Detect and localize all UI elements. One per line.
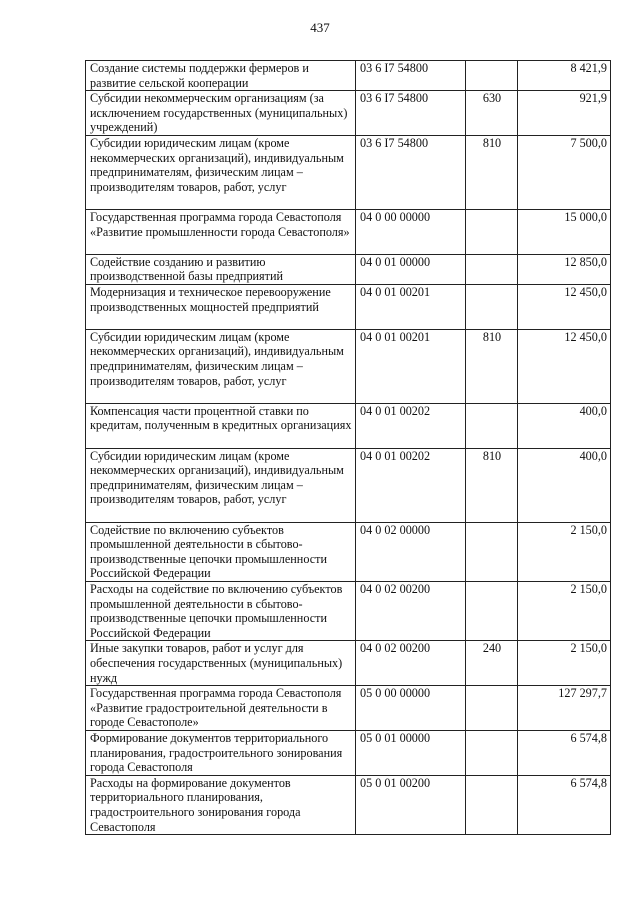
row-code-cell: 03 6 I7 54800 (356, 135, 466, 209)
row-code-cell: 05 0 01 00200 (356, 775, 466, 834)
row-sum-cell: 6 574,8 (518, 775, 611, 834)
row-code-cell: 05 0 01 00000 (356, 730, 466, 775)
row-kvr-cell (466, 209, 518, 254)
row-code-cell: 04 0 01 00000 (356, 254, 466, 284)
table-row (86, 448, 611, 522)
row-sum-cell: 921,9 (518, 91, 611, 136)
row-kvr-cell: 240 (466, 641, 518, 686)
row-sum-cell: 6 574,8 (518, 730, 611, 775)
table-row (86, 522, 611, 581)
row-name-cell: Субсидии некоммерческим организациям (за исключением государственных (муниципальных) учреждений) (86, 91, 356, 136)
row-kvr-cell (466, 61, 518, 91)
row-sum-cell: 15 000,0 (518, 209, 611, 254)
row-code-cell: 04 0 01 00201 (356, 284, 466, 329)
row-sum-cell: 400,0 (518, 403, 611, 448)
row-code-cell: 04 0 02 00200 (356, 581, 466, 640)
row-kvr-cell (466, 581, 518, 640)
row-sum-cell: 8 421,9 (518, 61, 611, 91)
table-row (86, 730, 611, 775)
row-sum-cell: 2 150,0 (518, 641, 611, 686)
row-code-cell: 04 0 01 00201 (356, 329, 466, 403)
table-row (86, 686, 611, 731)
row-sum-cell: 400,0 (518, 448, 611, 522)
row-name-cell: Субсидии юридическим лицам (кроме некоммерческих организаций), индивидуальным предпринимателям, физическим лицам – производителям товаров, работ, услуг (86, 329, 356, 403)
row-kvr-cell (466, 254, 518, 284)
row-kvr-cell (466, 284, 518, 329)
row-kvr-cell (466, 730, 518, 775)
row-name-cell: Государственная программа города Севастополя «Развитие градостроительной деятельности в городе Севастополе» (86, 686, 356, 731)
row-name-cell: Содействие созданию и развитию производственной базы предприятий (86, 254, 356, 284)
row-name-cell: Иные закупки товаров, работ и услуг для обеспечения государственных (муниципальных) нужд (86, 641, 356, 686)
row-sum-cell: 127 297,7 (518, 686, 611, 731)
row-name-cell: Расходы на содействие по включению субъектов промышленной деятельности в сбытово-производственные цепочки промышленности Российской Федерации (86, 581, 356, 640)
row-name-cell: Субсидии юридическим лицам (кроме некоммерческих организаций), индивидуальным предпринимателям, физическим лицам – производителям товаров, работ, услуг (86, 135, 356, 209)
row-kvr-cell: 810 (466, 135, 518, 209)
row-name-cell: Расходы на формирование документов территориального планирования, градостроительного зонирования города Севастополя (86, 775, 356, 834)
row-sum-cell: 7 500,0 (518, 135, 611, 209)
row-code-cell: 03 6 I7 54800 (356, 91, 466, 136)
budget-table-body (86, 61, 611, 835)
table-row (86, 641, 611, 686)
row-kvr-cell (466, 522, 518, 581)
row-kvr-cell: 630 (466, 91, 518, 136)
table-row (86, 209, 611, 254)
table-row (86, 254, 611, 284)
row-kvr-cell (466, 686, 518, 731)
table-row (86, 91, 611, 136)
row-code-cell: 04 0 00 00000 (356, 209, 466, 254)
row-sum-cell: 12 450,0 (518, 284, 611, 329)
row-name-cell: Создание системы поддержки фермеров и развитие сельской кооперации (86, 61, 356, 91)
row-sum-cell: 2 150,0 (518, 522, 611, 581)
row-code-cell: 04 0 02 00000 (356, 522, 466, 581)
row-name-cell: Содействие по включению субъектов промышленной деятельности в сбытово-производственные цепочки промышленности Российской Федерации (86, 522, 356, 581)
row-sum-cell: 12 450,0 (518, 329, 611, 403)
table-row (86, 135, 611, 209)
table-row (86, 284, 611, 329)
row-code-cell: 04 0 01 00202 (356, 403, 466, 448)
table-row (86, 61, 611, 91)
table-row (86, 403, 611, 448)
table-row (86, 329, 611, 403)
row-kvr-cell (466, 775, 518, 834)
row-sum-cell: 2 150,0 (518, 581, 611, 640)
row-name-cell: Модернизация и техническое перевооружение производственных мощностей предприятий (86, 284, 356, 329)
row-kvr-cell (466, 403, 518, 448)
row-code-cell: 04 0 01 00202 (356, 448, 466, 522)
row-name-cell: Субсидии юридическим лицам (кроме некоммерческих организаций), индивидуальным предпринимателям, физическим лицам – производителям товаров, работ, услуг (86, 448, 356, 522)
table-row (86, 775, 611, 834)
row-kvr-cell: 810 (466, 448, 518, 522)
row-code-cell: 03 6 I7 54800 (356, 61, 466, 91)
row-sum-cell: 12 850,0 (518, 254, 611, 284)
row-code-cell: 04 0 02 00200 (356, 641, 466, 686)
row-name-cell: Формирование документов территориального планирования, градостроительного зонирования города Севастополя (86, 730, 356, 775)
row-name-cell: Государственная программа города Севастополя «Развитие промышленности города Севастополя» (86, 209, 356, 254)
row-code-cell: 05 0 00 00000 (356, 686, 466, 731)
page-number: 437 (310, 20, 330, 35)
row-name-cell: Компенсация части процентной ставки по кредитам, полученным в кредитных организациях (86, 403, 356, 448)
row-kvr-cell: 810 (466, 329, 518, 403)
table-row (86, 581, 611, 640)
budget-table (85, 60, 611, 835)
